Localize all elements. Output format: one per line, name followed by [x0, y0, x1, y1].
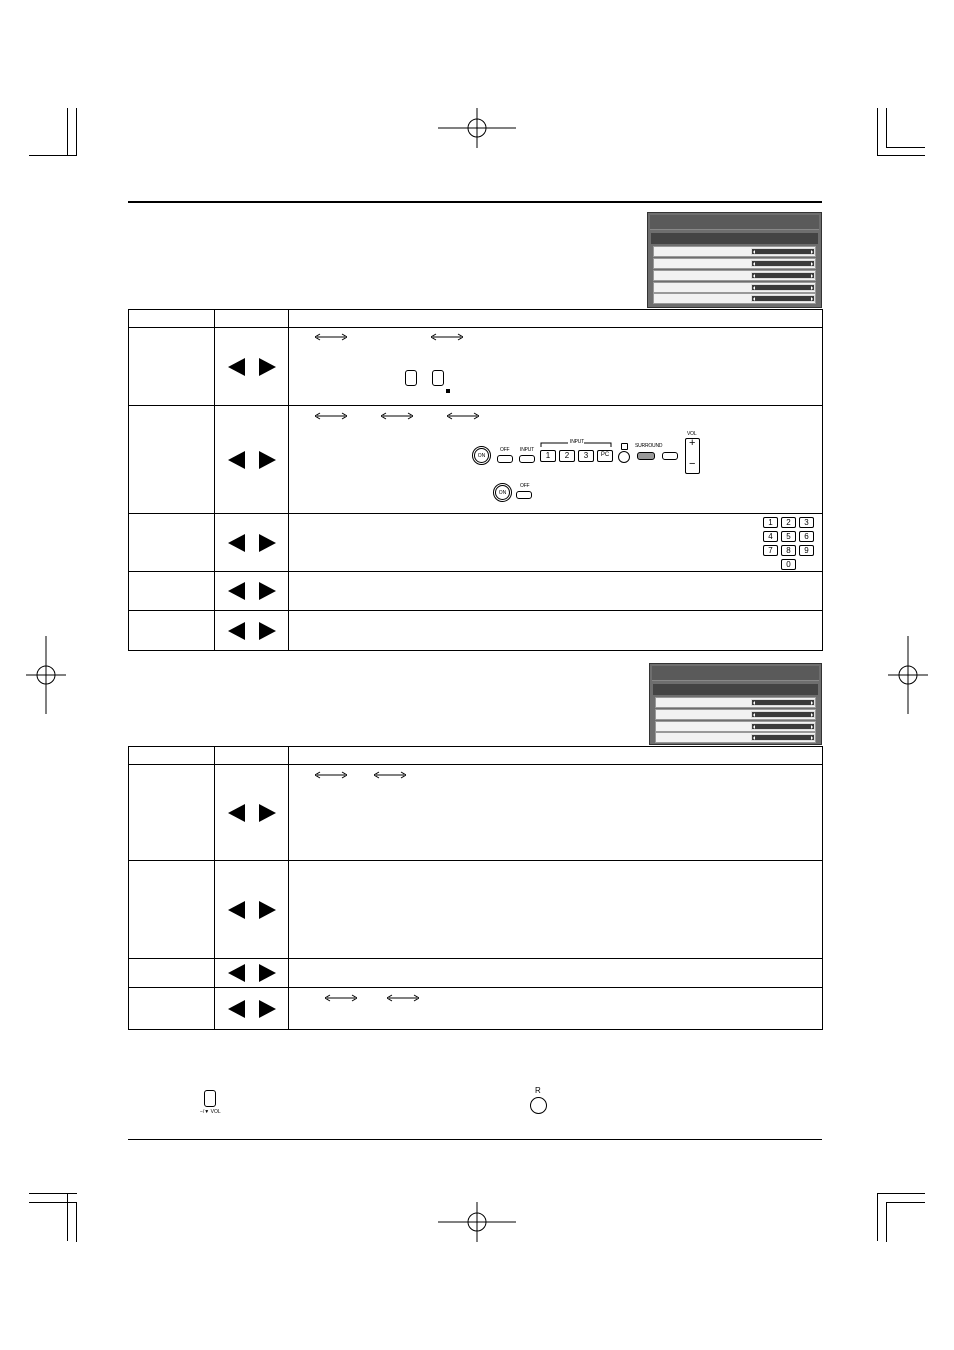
table-row	[129, 514, 823, 572]
left-right-arrows	[215, 451, 288, 469]
input-label: INPUT	[520, 447, 535, 453]
button-icon	[405, 370, 417, 386]
menu-row	[653, 246, 816, 257]
on-label: ON	[474, 448, 489, 463]
recall-label-icon	[621, 443, 628, 450]
menu-sub-bar	[651, 233, 818, 244]
left-arrow-icon	[228, 901, 245, 919]
table-row	[129, 765, 823, 861]
numeric-key-1: 1	[763, 517, 778, 528]
crop-mark	[76, 1202, 77, 1242]
crop-mark	[29, 155, 77, 156]
right-arrow-icon	[259, 622, 276, 640]
left-right-arrows	[215, 804, 288, 822]
registration-mark	[438, 108, 516, 148]
vol-plus-label: +	[689, 437, 696, 449]
menu-row	[655, 709, 816, 720]
crop-mark	[877, 1193, 925, 1194]
left-right-arrows	[215, 901, 288, 919]
menu-slider	[751, 295, 815, 302]
vol-down-label: −/▼ VOL	[200, 1109, 221, 1115]
volume-rocker-icon	[685, 438, 700, 474]
r-label: R	[535, 1086, 541, 1095]
menu-slider	[751, 260, 815, 267]
header-rule	[128, 201, 822, 203]
numeric-key-7: 7	[763, 545, 778, 556]
crop-mark	[877, 155, 925, 156]
on-button-icon	[472, 446, 491, 465]
registration-mark	[438, 1202, 516, 1242]
numeric-key-9: 9	[799, 545, 814, 556]
crop-mark	[886, 1202, 925, 1203]
off-button-icon	[516, 491, 532, 499]
crop-mark	[29, 1202, 77, 1203]
menu-row	[653, 270, 816, 281]
left-arrow-icon	[228, 451, 245, 469]
crop-mark	[877, 1193, 878, 1241]
table-row	[129, 959, 823, 988]
volume-down-button-icon	[204, 1090, 216, 1107]
numeric-key-2: 2	[781, 517, 796, 528]
input-button-icon	[519, 455, 535, 463]
off-label: OFF	[520, 483, 530, 489]
menu-thumbnail-1	[647, 212, 822, 308]
menu-slider	[751, 711, 815, 718]
right-arrow-icon	[259, 901, 276, 919]
on-button-icon	[493, 483, 512, 502]
table-row	[129, 611, 823, 651]
input-group-label: INPUT	[570, 439, 585, 445]
menu-row	[653, 258, 816, 269]
r-button-icon	[530, 1097, 547, 1114]
menu-row	[653, 282, 816, 293]
input-2-key: 2	[559, 450, 575, 462]
double-arrow-icon	[315, 333, 347, 341]
right-arrow-icon	[259, 358, 276, 376]
dot-marker	[446, 389, 450, 393]
menu-slider	[751, 284, 815, 291]
button-icon	[432, 370, 444, 386]
table-row	[129, 328, 823, 406]
double-arrow-icon	[431, 333, 463, 341]
aspect-button-icon	[662, 452, 678, 460]
table-row	[129, 572, 823, 611]
double-arrow-icon	[315, 771, 347, 779]
double-arrow-icon	[325, 994, 357, 1002]
numeric-key-0: 0	[781, 559, 796, 570]
table-row	[129, 861, 823, 959]
numeric-key-8: 8	[781, 545, 796, 556]
right-arrow-icon	[259, 804, 276, 822]
round-button-icon	[618, 451, 630, 463]
off-button-icon	[497, 455, 513, 463]
footer-rule	[128, 1139, 822, 1140]
numeric-key-3: 3	[799, 517, 814, 528]
crop-mark	[886, 108, 887, 148]
left-right-arrows	[215, 534, 288, 552]
left-right-arrows	[215, 964, 288, 982]
left-right-arrows	[215, 1000, 288, 1018]
settings-table-2	[128, 746, 823, 1030]
crop-mark	[886, 147, 925, 148]
double-arrow-icon	[374, 771, 406, 779]
menu-thumbnail-2	[649, 663, 822, 745]
left-arrow-icon	[228, 622, 245, 640]
left-arrow-icon	[228, 964, 245, 982]
numeric-key-5: 5	[781, 531, 796, 542]
right-arrow-icon	[259, 451, 276, 469]
numeric-key-4: 4	[763, 531, 778, 542]
crop-mark	[877, 108, 878, 156]
menu-row	[653, 293, 816, 304]
right-arrow-icon	[259, 534, 276, 552]
crop-mark	[67, 1193, 68, 1241]
right-arrow-icon	[259, 1000, 276, 1018]
surround-button-icon	[637, 452, 655, 460]
menu-row	[655, 732, 816, 743]
registration-mark	[26, 636, 66, 714]
left-arrow-icon	[228, 358, 245, 376]
menu-slider	[751, 248, 815, 255]
numeric-key-6: 6	[799, 531, 814, 542]
menu-row	[655, 697, 816, 708]
table-row	[129, 988, 823, 1030]
left-right-arrows	[215, 622, 288, 640]
left-arrow-icon	[228, 804, 245, 822]
left-arrow-icon	[228, 1000, 245, 1018]
pc-key: PC	[597, 450, 613, 462]
table-header-row	[129, 747, 823, 765]
input-1-key: 1	[540, 450, 556, 462]
menu-title-bar	[650, 215, 819, 230]
double-arrow-icon	[315, 412, 347, 420]
crop-mark	[76, 108, 77, 156]
input-group-bracket	[540, 441, 612, 447]
menu-slider	[751, 723, 815, 730]
registration-mark	[888, 636, 928, 714]
crop-mark	[886, 1202, 887, 1242]
right-arrow-icon	[259, 964, 276, 982]
left-right-arrows	[215, 358, 288, 376]
vol-label: VOL	[687, 431, 697, 437]
crop-mark	[67, 108, 68, 156]
crop-mark	[29, 1193, 77, 1194]
left-arrow-icon	[228, 534, 245, 552]
left-right-arrows	[215, 582, 288, 600]
table-header-row	[129, 310, 823, 328]
surround-label: SURROUND	[635, 443, 663, 449]
settings-table-1	[128, 309, 823, 651]
menu-title-bar	[652, 666, 819, 681]
menu-sub-bar	[653, 684, 818, 695]
menu-row	[655, 721, 816, 732]
menu-slider	[751, 699, 815, 706]
double-arrow-icon	[387, 994, 419, 1002]
off-label: OFF	[500, 447, 510, 453]
double-arrow-icon	[447, 412, 479, 420]
menu-slider	[751, 272, 815, 279]
menu-slider	[751, 734, 815, 741]
left-arrow-icon	[228, 582, 245, 600]
on-label: ON	[495, 485, 510, 500]
input-3-key: 3	[578, 450, 594, 462]
right-arrow-icon	[259, 582, 276, 600]
vol-minus-label: −	[689, 458, 696, 470]
double-arrow-icon	[381, 412, 413, 420]
table-row	[129, 406, 823, 514]
